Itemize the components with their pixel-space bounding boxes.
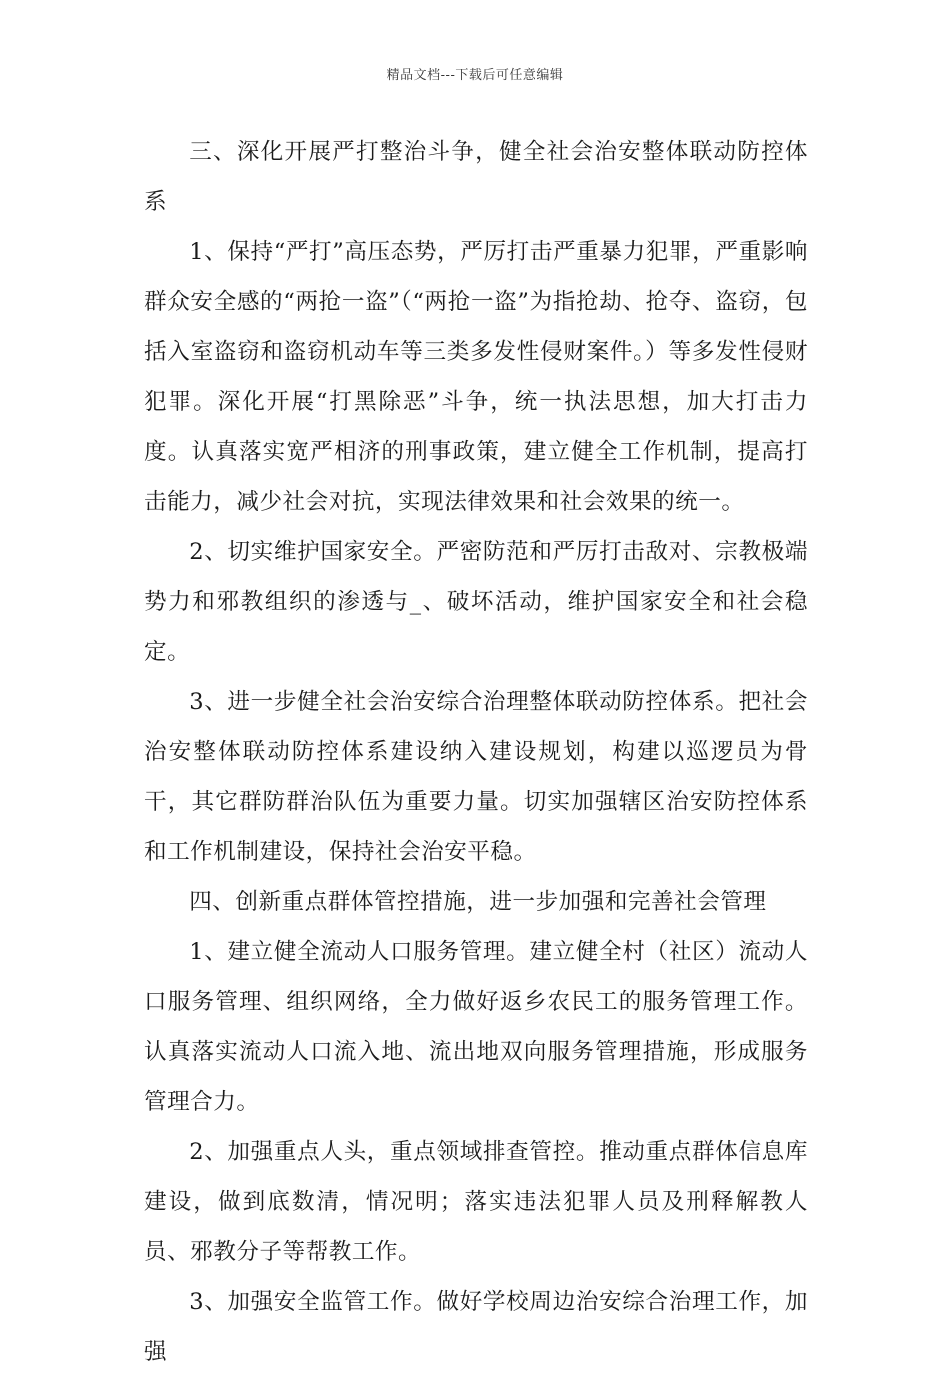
page-header: 精品文档---下载后可任意编辑 [386,68,564,83]
paragraph: 2、加强重点人头，重点领域排查管控。推动重点群体信息库建设，做到底数清，情况明；落实违法犯罪人员及刑释解教人员、邪教分子等帮教工作。 [144,1139,808,1265]
document-body [144,127,808,1377]
paragraph: 3、进一步健全社会治安综合治理整体联动防控体系。把社会治安整体联动防控体系建设纳入建设规划，构建以巡逻员为骨干，其它群防群治队伍为重要力量。切实加强辖区治安防控体系和工作机制建设，保持社会治安平稳。 [144,689,808,865]
paragraph: 2、切实维护国家安全。严密防范和严厉打击敌对、宗教极端势力和邪教组织的渗透与_、破坏活动，维护国家安全和社会稳定。 [144,539,808,665]
section-heading-4: 四、创新重点群体管控措施，进一步加强和完善社会管理 [189,889,767,915]
section-heading-3: 三、深化开展严打整治斗争，健全社会治安整体联动防控体系 [144,139,808,215]
paragraph: 1、保持“严打”高压态势，严厉打击严重暴力犯罪，严重影响群众安全感的“两抢一盗”（“两抢一盗”为指抢劫、抢夺、盗窃，包括入室盗窃和盗窃机动车等三类多发性侵财案件。）等多发性侵财犯罪。深化开展“打黑除恶”斗争，统一执法思想，加大打击力度。认真落实宽严相济的刑事政策，建立健全工作机制，提高打击能力，减少社会对抗，实现法律效果和社会效果的统一。 [144,239,808,515]
paragraph: 1、建立健全流动人口服务管理。建立健全村（社区）流动人口服务管理、组织网络，全力做好返乡农民工的服务管理工作。认真落实流动人口流入地、流出地双向服务管理措施，形成服务管理合力。 [144,939,808,1115]
paragraph: 3、加强安全监管工作。做好学校周边治安综合治理工作，加强 [144,1289,808,1365]
